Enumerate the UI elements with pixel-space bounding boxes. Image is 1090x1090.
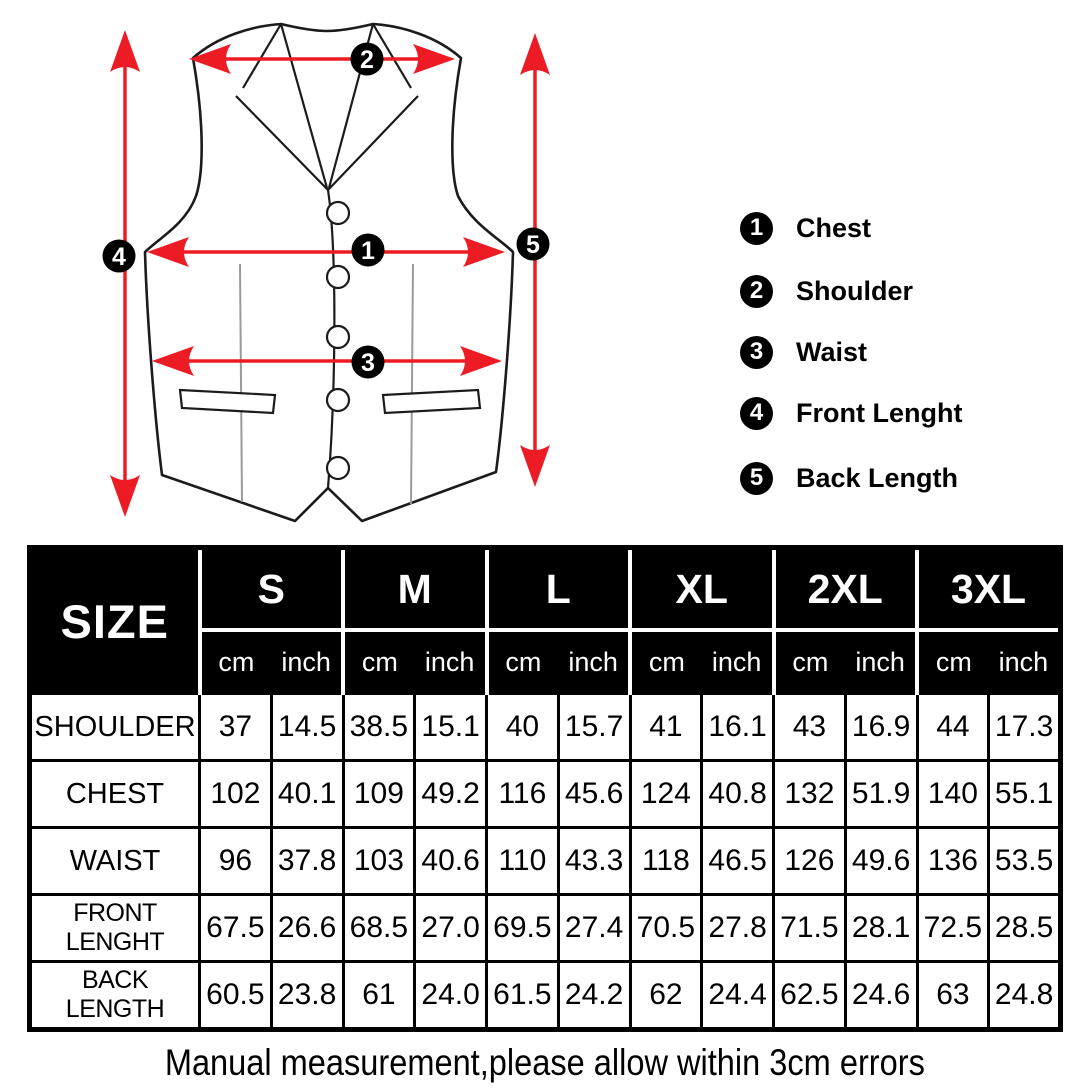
measurement-value-cell: 43 (774, 694, 846, 761)
button (327, 266, 349, 288)
measurement-value-cell: 126 (774, 828, 846, 895)
row-label: WAIST (30, 828, 200, 895)
measurement-value-cell: 40 (487, 694, 559, 761)
measurement-value-cell: 103 (343, 828, 415, 895)
measurement-value-cell: 44 (917, 694, 989, 761)
measurement-value-cell: 27.4 (558, 895, 630, 962)
button (327, 389, 349, 411)
unit-header-cm: cm (917, 630, 989, 694)
measurement-value-cell: 37 (200, 694, 272, 761)
measurement-value-cell: 28.5 (989, 895, 1061, 962)
measurement-value-cell: 63 (917, 962, 989, 1030)
measurement-value-cell: 61.5 (487, 962, 559, 1030)
legend-label-waist: Waist (796, 336, 868, 367)
size-column-xl: XL (630, 548, 774, 631)
measurement-value-cell: 16.1 (702, 694, 774, 761)
measurement-value-cell: 24.0 (415, 962, 487, 1030)
unit-header-cm: cm (343, 630, 415, 694)
button (327, 457, 349, 479)
unit-header-inch: inch (271, 630, 343, 694)
measurement-value-cell: 27.8 (702, 895, 774, 962)
unit-header-cm: cm (200, 630, 272, 694)
measurement-value-cell: 71.5 (774, 895, 846, 962)
size-column-s: S (200, 548, 344, 631)
unit-header-cm: cm (774, 630, 846, 694)
legend-item-front-length (740, 396, 962, 430)
measurement-value-cell: 102 (200, 761, 272, 828)
marker-4-number: 4 (112, 243, 126, 271)
measurement-value-cell: 62.5 (774, 962, 846, 1030)
legend-item-back-length (740, 461, 958, 495)
button (327, 326, 349, 348)
measurement-legend (740, 0, 1090, 545)
size-header-label: SIZE (30, 548, 200, 694)
measurement-value-cell: 24.4 (702, 962, 774, 1030)
table-row (30, 895, 1061, 962)
table-row (30, 694, 1061, 761)
legend-label-chest: Chest (796, 212, 872, 243)
legend-badge-4: 4 (740, 397, 773, 430)
legend-badge-3: 3 (740, 336, 773, 369)
unit-header-inch: inch (989, 630, 1061, 694)
measurement-value-cell: 15.1 (415, 694, 487, 761)
size-table-body (30, 694, 1061, 1030)
measurement-value-cell: 14.5 (271, 694, 343, 761)
measurement-value-cell: 15.7 (558, 694, 630, 761)
size-header-row (30, 548, 1061, 631)
marker-1-number: 1 (361, 237, 375, 265)
measurement-value-cell: 62 (630, 962, 702, 1030)
legend-badge-1: 1 (740, 212, 773, 245)
legend-badge-5: 5 (740, 462, 773, 495)
size-column-l: L (487, 548, 631, 631)
measurement-value-cell: 116 (487, 761, 559, 828)
measurement-value-cell: 38.5 (343, 694, 415, 761)
measurement-value-cell: 118 (630, 828, 702, 895)
front-length-arrow (110, 30, 140, 517)
unit-header-cm: cm (487, 630, 559, 694)
vest-measurement-diagram (0, 0, 660, 545)
measurement-value-cell: 49.6 (845, 828, 917, 895)
measurement-value-cell: 40.1 (271, 761, 343, 828)
marker-2-number: 2 (360, 46, 374, 74)
measurement-value-cell: 46.5 (702, 828, 774, 895)
legend-item-chest (740, 211, 871, 245)
size-column-m: M (343, 548, 487, 631)
row-label: SHOULDER (30, 694, 200, 761)
measurement-value-cell: 41 (630, 694, 702, 761)
measurement-value-cell: 70.5 (630, 895, 702, 962)
marker-5-number: 5 (526, 231, 540, 259)
measurement-value-cell: 24.8 (989, 962, 1061, 1030)
left-pocket (180, 390, 275, 413)
legend-label-front-length: Front Lenght (796, 397, 963, 428)
measurement-value-cell: 45.6 (558, 761, 630, 828)
unit-header-cm: cm (630, 630, 702, 694)
measurement-value-cell: 60.5 (200, 962, 272, 1030)
measurement-value-cell: 68.5 (343, 895, 415, 962)
measurement-value-cell: 67.5 (200, 895, 272, 962)
measurement-value-cell: 37.8 (271, 828, 343, 895)
measurement-value-cell: 24.2 (558, 962, 630, 1030)
unit-header-inch: inch (415, 630, 487, 694)
size-chart-table (27, 545, 1063, 1032)
measurement-note-row (0, 1042, 1090, 1084)
measurement-value-cell: 27.0 (415, 895, 487, 962)
unit-header-inch: inch (845, 630, 917, 694)
measurement-value-cell: 26.6 (271, 895, 343, 962)
measurement-value-cell: 132 (774, 761, 846, 828)
measurement-value-cell: 24.6 (845, 962, 917, 1030)
table-row (30, 828, 1061, 895)
row-label: BACK LENGTH (30, 962, 200, 1030)
measurement-value-cell: 69.5 (487, 895, 559, 962)
button (327, 202, 349, 224)
size-column-2xl: 2XL (774, 548, 918, 631)
measurement-value-cell: 40.6 (415, 828, 487, 895)
legend-item-shoulder (740, 274, 913, 308)
legend-label-shoulder: Shoulder (796, 275, 914, 306)
measurement-value-cell: 23.8 (271, 962, 343, 1030)
measurement-value-cell: 72.5 (917, 895, 989, 962)
unit-header-inch: inch (558, 630, 630, 694)
measurement-value-cell: 43.3 (558, 828, 630, 895)
measurement-note: Manual measurement,please allow within 3cm errors (164, 1042, 926, 1083)
measurement-value-cell: 109 (343, 761, 415, 828)
marker-3-number: 3 (361, 349, 375, 377)
unit-header-inch: inch (702, 630, 774, 694)
size-chart-header (30, 548, 1061, 694)
measurement-value-cell: 53.5 (989, 828, 1061, 895)
measurement-value-cell: 124 (630, 761, 702, 828)
measurement-value-cell: 40.8 (702, 761, 774, 828)
row-label: CHEST (30, 761, 200, 828)
row-label: FRONT LENGHT (30, 895, 200, 962)
table-row (30, 962, 1061, 1030)
measurement-value-cell: 51.9 (845, 761, 917, 828)
measurement-value-cell: 55.1 (989, 761, 1061, 828)
measurement-value-cell: 17.3 (989, 694, 1061, 761)
measurement-value-cell: 140 (917, 761, 989, 828)
measurement-value-cell: 96 (200, 828, 272, 895)
measurement-value-cell: 49.2 (415, 761, 487, 828)
legend-badge-2: 2 (740, 275, 773, 308)
right-pocket (383, 390, 480, 413)
measurement-value-cell: 16.9 (845, 694, 917, 761)
legend-label-back-length: Back Length (796, 462, 959, 493)
table-row (30, 761, 1061, 828)
legend-item-waist (740, 335, 867, 369)
size-column-3xl: 3XL (917, 548, 1061, 631)
measurement-value-cell: 28.1 (845, 895, 917, 962)
measurement-value-cell: 136 (917, 828, 989, 895)
measurement-value-cell: 61 (343, 962, 415, 1030)
measurement-value-cell: 110 (487, 828, 559, 895)
